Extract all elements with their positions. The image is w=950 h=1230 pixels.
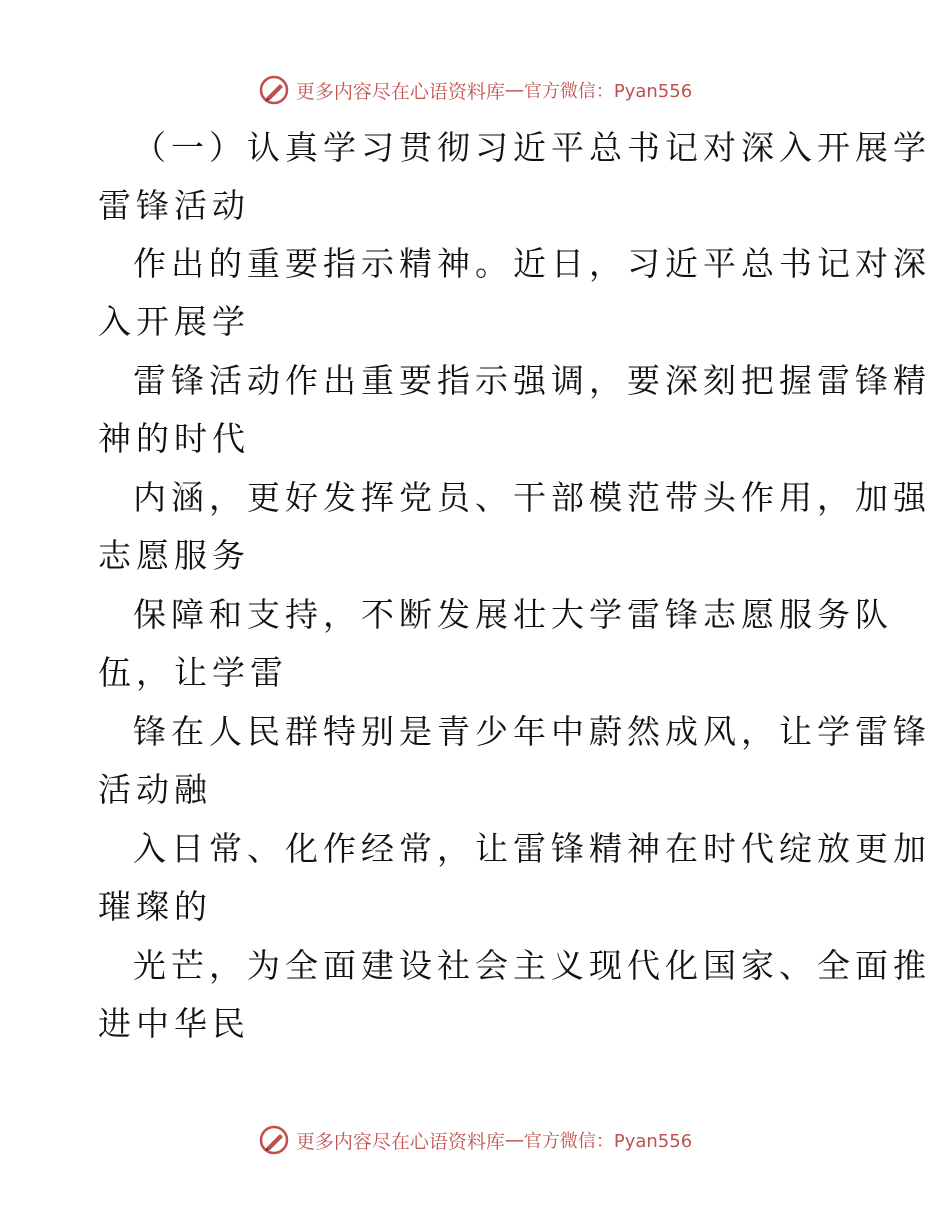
header-watermark-text: 更多内容尽在心语资料库 [295, 80, 505, 103]
text-line: 璀璨的 [98, 887, 212, 926]
footer-watermark-wechat: 官方微信：Pyan556 [523, 1131, 693, 1152]
text-line: 雷锋活动作出重要指示强调，要深刻把握雷锋精 [133, 361, 931, 400]
text-line: 入开展学 [98, 302, 250, 341]
text-line: 活动融 [98, 770, 212, 809]
footer-watermark-separator: — [504, 1129, 524, 1151]
text-line: 志愿服务 [98, 536, 250, 575]
text-line: 光芒，为全面建设社会主义现代化国家、全面推 [133, 946, 931, 985]
header-watermark [0, 70, 950, 110]
text-line: 雷锋活动 [98, 186, 250, 225]
text-line: （一）认真学习贯彻习近平总书记对深入开展学 [133, 128, 931, 167]
text-line: 神的时代 [98, 419, 250, 458]
pen-logo-icon [258, 1124, 290, 1156]
text-line: 进中华民 [98, 1004, 250, 1043]
text-line: 锋在人民群特别是青少年中蔚然成风，让学雷锋 [133, 712, 931, 751]
footer-watermark [0, 1120, 950, 1160]
text-line: 内涵，更好发挥党员、干部模范带头作用，加强 [133, 478, 931, 517]
footer-watermark-text: 更多内容尽在心语资料库 [295, 1130, 505, 1153]
text-line: 保障和支持，不断发展壮大学雷锋志愿服务队 [133, 595, 893, 634]
header-watermark-wechat: 官方微信：Pyan556 [523, 81, 693, 102]
header-watermark-separator: — [504, 79, 524, 101]
text-line: 入日常、化作经常，让雷锋精神在时代绽放更加 [133, 829, 931, 868]
pen-logo-icon [258, 74, 290, 106]
text-line: 伍，让学雷 [98, 653, 288, 692]
text-line: 作出的重要指示精神。近日，习近平总书记对深 [133, 244, 931, 283]
